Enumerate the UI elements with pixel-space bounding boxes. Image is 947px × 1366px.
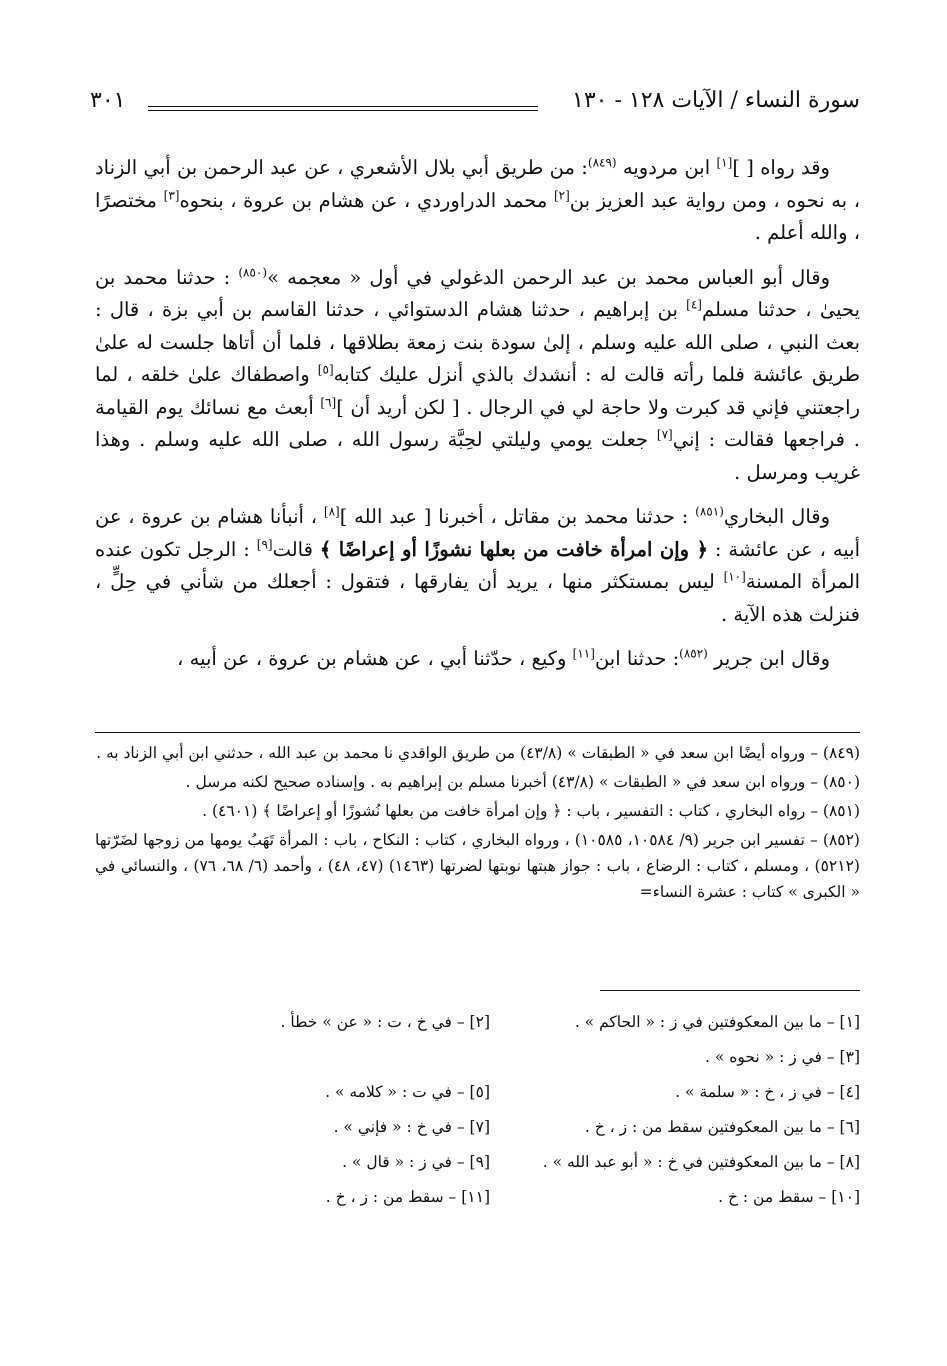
variant-ref: [٣] (163, 188, 180, 202)
variant-note-empty (150, 1041, 490, 1074)
page-number: ٣٠١ (90, 88, 126, 113)
variant-ref: [٤] (686, 297, 702, 312)
editor-note: (٨٥١) – رواه البخاري ، كتاب : التفسير ، باب : ﴿ وإن امرأة خافت من بعلها نُشوزًا أو إعراضًا ﴾ (٤٦٠١) . (202, 802, 860, 820)
paragraph-4 (95, 643, 860, 676)
variant-note: [١٠] – سقط من : خ . (718, 1188, 860, 1206)
footnote-separator (95, 732, 860, 733)
variant-ref: [٩] (256, 537, 273, 551)
note-ref: (٨٥١) (695, 504, 724, 519)
note-ref: (٨٤٩) (587, 155, 617, 170)
main-text (95, 152, 860, 688)
paragraph-3 (95, 501, 860, 631)
variant-note: [٤] – في ز ، خ : « سلمة » . (675, 1083, 860, 1101)
variant-note: [٣] – في ز : « نحوه » . (705, 1048, 860, 1066)
variant-note: [٢] – في خ ، ت : « عن » خطأ . (280, 1013, 490, 1031)
variant-ref: [٧] (656, 427, 673, 442)
quran-verse: ﴿ وإن امرأة خافت من بعلها نشوزًا أو إعراضًا ﴾ (319, 537, 709, 561)
text-run: واصطفاك علىٰ خلقه ، لما راجعتني فإني قد كبرت ولا حاجة لي في الرجال . [ لكن أريد أن ] (95, 363, 860, 419)
variant-ref: [١] (716, 155, 733, 170)
text-run: ابن مردويه (616, 156, 717, 179)
variant-ref: [١٠] (723, 569, 746, 584)
text-run: قالت (272, 537, 320, 561)
running-title: سورة النساء / الآيات ١٢٨ - ١٣٠ (572, 88, 860, 113)
text-run: وقال أبو العباس محمد بن عبد الرحمن الدغولي في أول « معجمه » (267, 265, 830, 289)
variant-note: [٥] – في ت : « كلامه » . (325, 1083, 490, 1101)
variant-note: [١] – ما بين المعكوفتين في ز : « الحاكم » . (574, 1013, 860, 1031)
text-run: جعلت يومي وليلتي لحِبَّة رسول الله ، صلى الله عليه وسلم . وهذا غريب ومرسل . (95, 428, 860, 484)
text-run: وقال ابن جرير (707, 647, 830, 670)
variant-note: [٨] – ما بين المعكوفتين في خ : « أبو عبد الله » . (542, 1153, 860, 1171)
paragraph-1 (95, 152, 860, 250)
note-ref: (٨٥٢) (679, 646, 708, 661)
variant-note: [٩] – في ز : « قال » . (342, 1153, 490, 1171)
variant-ref: [١١] (572, 646, 595, 661)
variant-ref: [٦] (320, 395, 337, 409)
variant-ref: [٥] (317, 362, 334, 377)
page-header (90, 88, 860, 122)
variant-ref: [٢] (553, 188, 570, 202)
note-ref: (٨٥٠) (238, 265, 268, 279)
text-run: : حدثنا ابن (594, 647, 680, 670)
text-run: أبعث مع نسائك يوم القيامة . فراجعها فقالت : إني (95, 395, 860, 451)
text-run: ، أنبأنا هشام بن عروة ، عن أبيه ، عن عائشة : (95, 505, 860, 561)
text-run: : الرجل تكون عنده المرأة المسنة (95, 537, 861, 593)
variant-note: [٦] – ما بين المعكوفتين سقط من : ز ، خ . (584, 1118, 860, 1136)
text-run: مختصرًا ، والله أعلم . (95, 188, 860, 244)
variants-rule (600, 990, 860, 991)
editor-notes (95, 740, 860, 908)
paragraph-2 (95, 262, 860, 490)
text-run: : من طريق أبي بلال الأشعري ، عن عبد الرحمن بن أبي الزناد ، به نحوه ، ومن رواية عبد العزيز بن (95, 156, 860, 212)
text-run: بن إبراهيم ، حدثنا هشام الدستوائي ، حدثنا القاسم بن أبي بزة ، قال : بعث النبي ، صلى الله عليه وسلم ، إلىٰ سودة بنت زمعة بطلاقها ، فلما أن أتاها جلست له علىٰ طريق عائشة فلما رأته قالت له : أنشدك بالذي أنزل عليك كتابه (95, 298, 860, 386)
text-run: محمد الدراوردي ، عن هشام بن عروة ، بنحوه (179, 188, 554, 212)
variant-note: [٧] – في خ : « فإني » . (333, 1118, 490, 1136)
variant-note: [١١] – سقط من : ز ، خ . (325, 1188, 490, 1206)
variant-ref: [٨] (323, 504, 340, 519)
text-run: ليس بمستكثر منها ، يريد أن يفارقها ، فتقول : أجعلك من شأني في حِلٍّ ، فنزلت هذه الآية . (95, 570, 860, 626)
text-run: وكيع ، حدّثنا أبي ، عن هشام بن عروة ، عن أبيه ، (177, 647, 573, 670)
text-run: : حدثنا محمد بن يحيىٰ ، حدثنا مسلم (95, 265, 860, 321)
text-run: وقال البخاري (723, 505, 830, 528)
header-rule (148, 106, 538, 111)
editor-note: (٨٤٩) – ورواه أيضًا ابن سعد في « الطبقات » (٤٣/٨) من طريق الواقدي نا محمد بن عبد الله ، حدثني ابن أبي الزناد به . (96, 744, 860, 762)
text-run: : حدثنا محمد بن مقاتل ، أخبرنا [ عبد الله ] (339, 505, 696, 528)
variant-readings (150, 1006, 860, 1214)
text-run: وقد رواه [ ] (732, 156, 830, 179)
editor-note: (٨٥٠) – ورواه ابن سعد في « الطبقات » (٤٣/٨) أخبرنا مسلم بن إبراهيم به . وإسناده صحيح لكنه مرسل . (185, 773, 860, 791)
editor-note: (٨٥٢) – تفسير ابن جرير (٩/ ١٠٥٨٤، ١٠٥٨٥) ، ورواه البخاري ، كتاب : النكاح ، باب : المرأة تَهَبُ يومها من زوجها لضَرّتها (٥٢١٢) ، ومسلم ، كتاب : الرضاع ، باب : جواز هبتها نوبتها لضرتها (١٤٦٣) (٤٧، ٤٨) ، وأحمد (٦/ ٦٨، ٧٦) ، والنسائي في « الكبرى » كتاب : عشرة النساء= (95, 831, 860, 901)
